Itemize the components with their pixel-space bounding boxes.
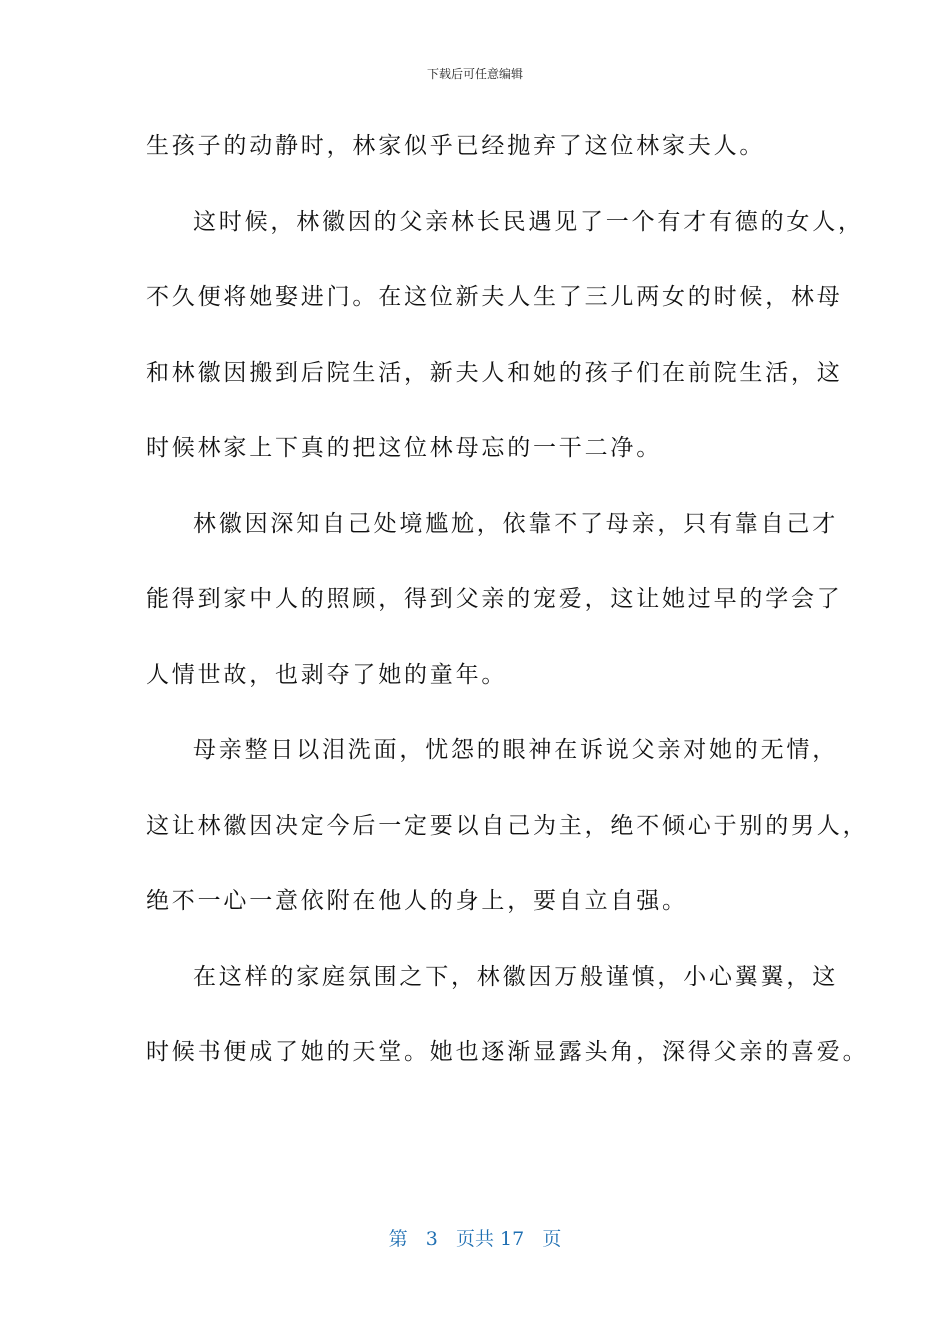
paragraph-line: 人情世故，也剥夺了她的童年。	[146, 661, 508, 688]
page-header: 下载后可任意编辑	[426, 67, 523, 81]
paragraph-line: 时候林家上下真的把这位林母忘的一干二净。	[146, 435, 662, 461]
paragraph-line: 生孩子的动静时，林家似乎已经抛弃了这位林家夫人。	[146, 133, 766, 159]
current-page-number: 3	[425, 1228, 438, 1250]
total-pages-number: 17	[500, 1228, 525, 1250]
paragraph-line: 这让林徽因决定今后一定要以自己为主，绝不倾心于别的男人，	[146, 812, 869, 839]
paragraph-line: 母亲整日以泪洗面，忧怨的眼神在诉说父亲对她的无情，	[193, 737, 838, 763]
paragraph-line: 不久便将她娶进门。在这位新夫人生了三儿两女的时候，林母	[146, 284, 843, 310]
paragraph-line: 在这样的家庭氛围之下，林徽因万般谨慎，小心翼翼，这	[193, 963, 838, 990]
paragraph-line: 时候书便成了她的天堂。她也逐渐显露头角，深得父亲的喜爱。	[146, 1039, 869, 1065]
footer-prefix: 第	[388, 1228, 408, 1250]
paragraph-line: 能得到家中人的照顾，得到父亲的宠爱，这让她过早的学会了	[146, 586, 843, 612]
footer-middle: 页共	[455, 1228, 494, 1250]
footer-suffix: 页	[542, 1228, 562, 1250]
paragraph-line: 林徽因深知自己处境尴尬，依靠不了母亲，只有靠自己才	[193, 510, 838, 537]
page-footer	[0, 1226, 950, 1252]
paragraph-line: 绝不一心一意依附在他人的身上，要自立自强。	[146, 888, 688, 914]
document-body	[146, 124, 869, 1106]
paragraph-line: 这时候，林徽因的父亲林长民遇见了一个有才有德的女人，	[193, 208, 864, 235]
paragraph-line: 和林徽因搬到后院生活，新夫人和她的孩子们在前院生活，这	[146, 359, 843, 386]
